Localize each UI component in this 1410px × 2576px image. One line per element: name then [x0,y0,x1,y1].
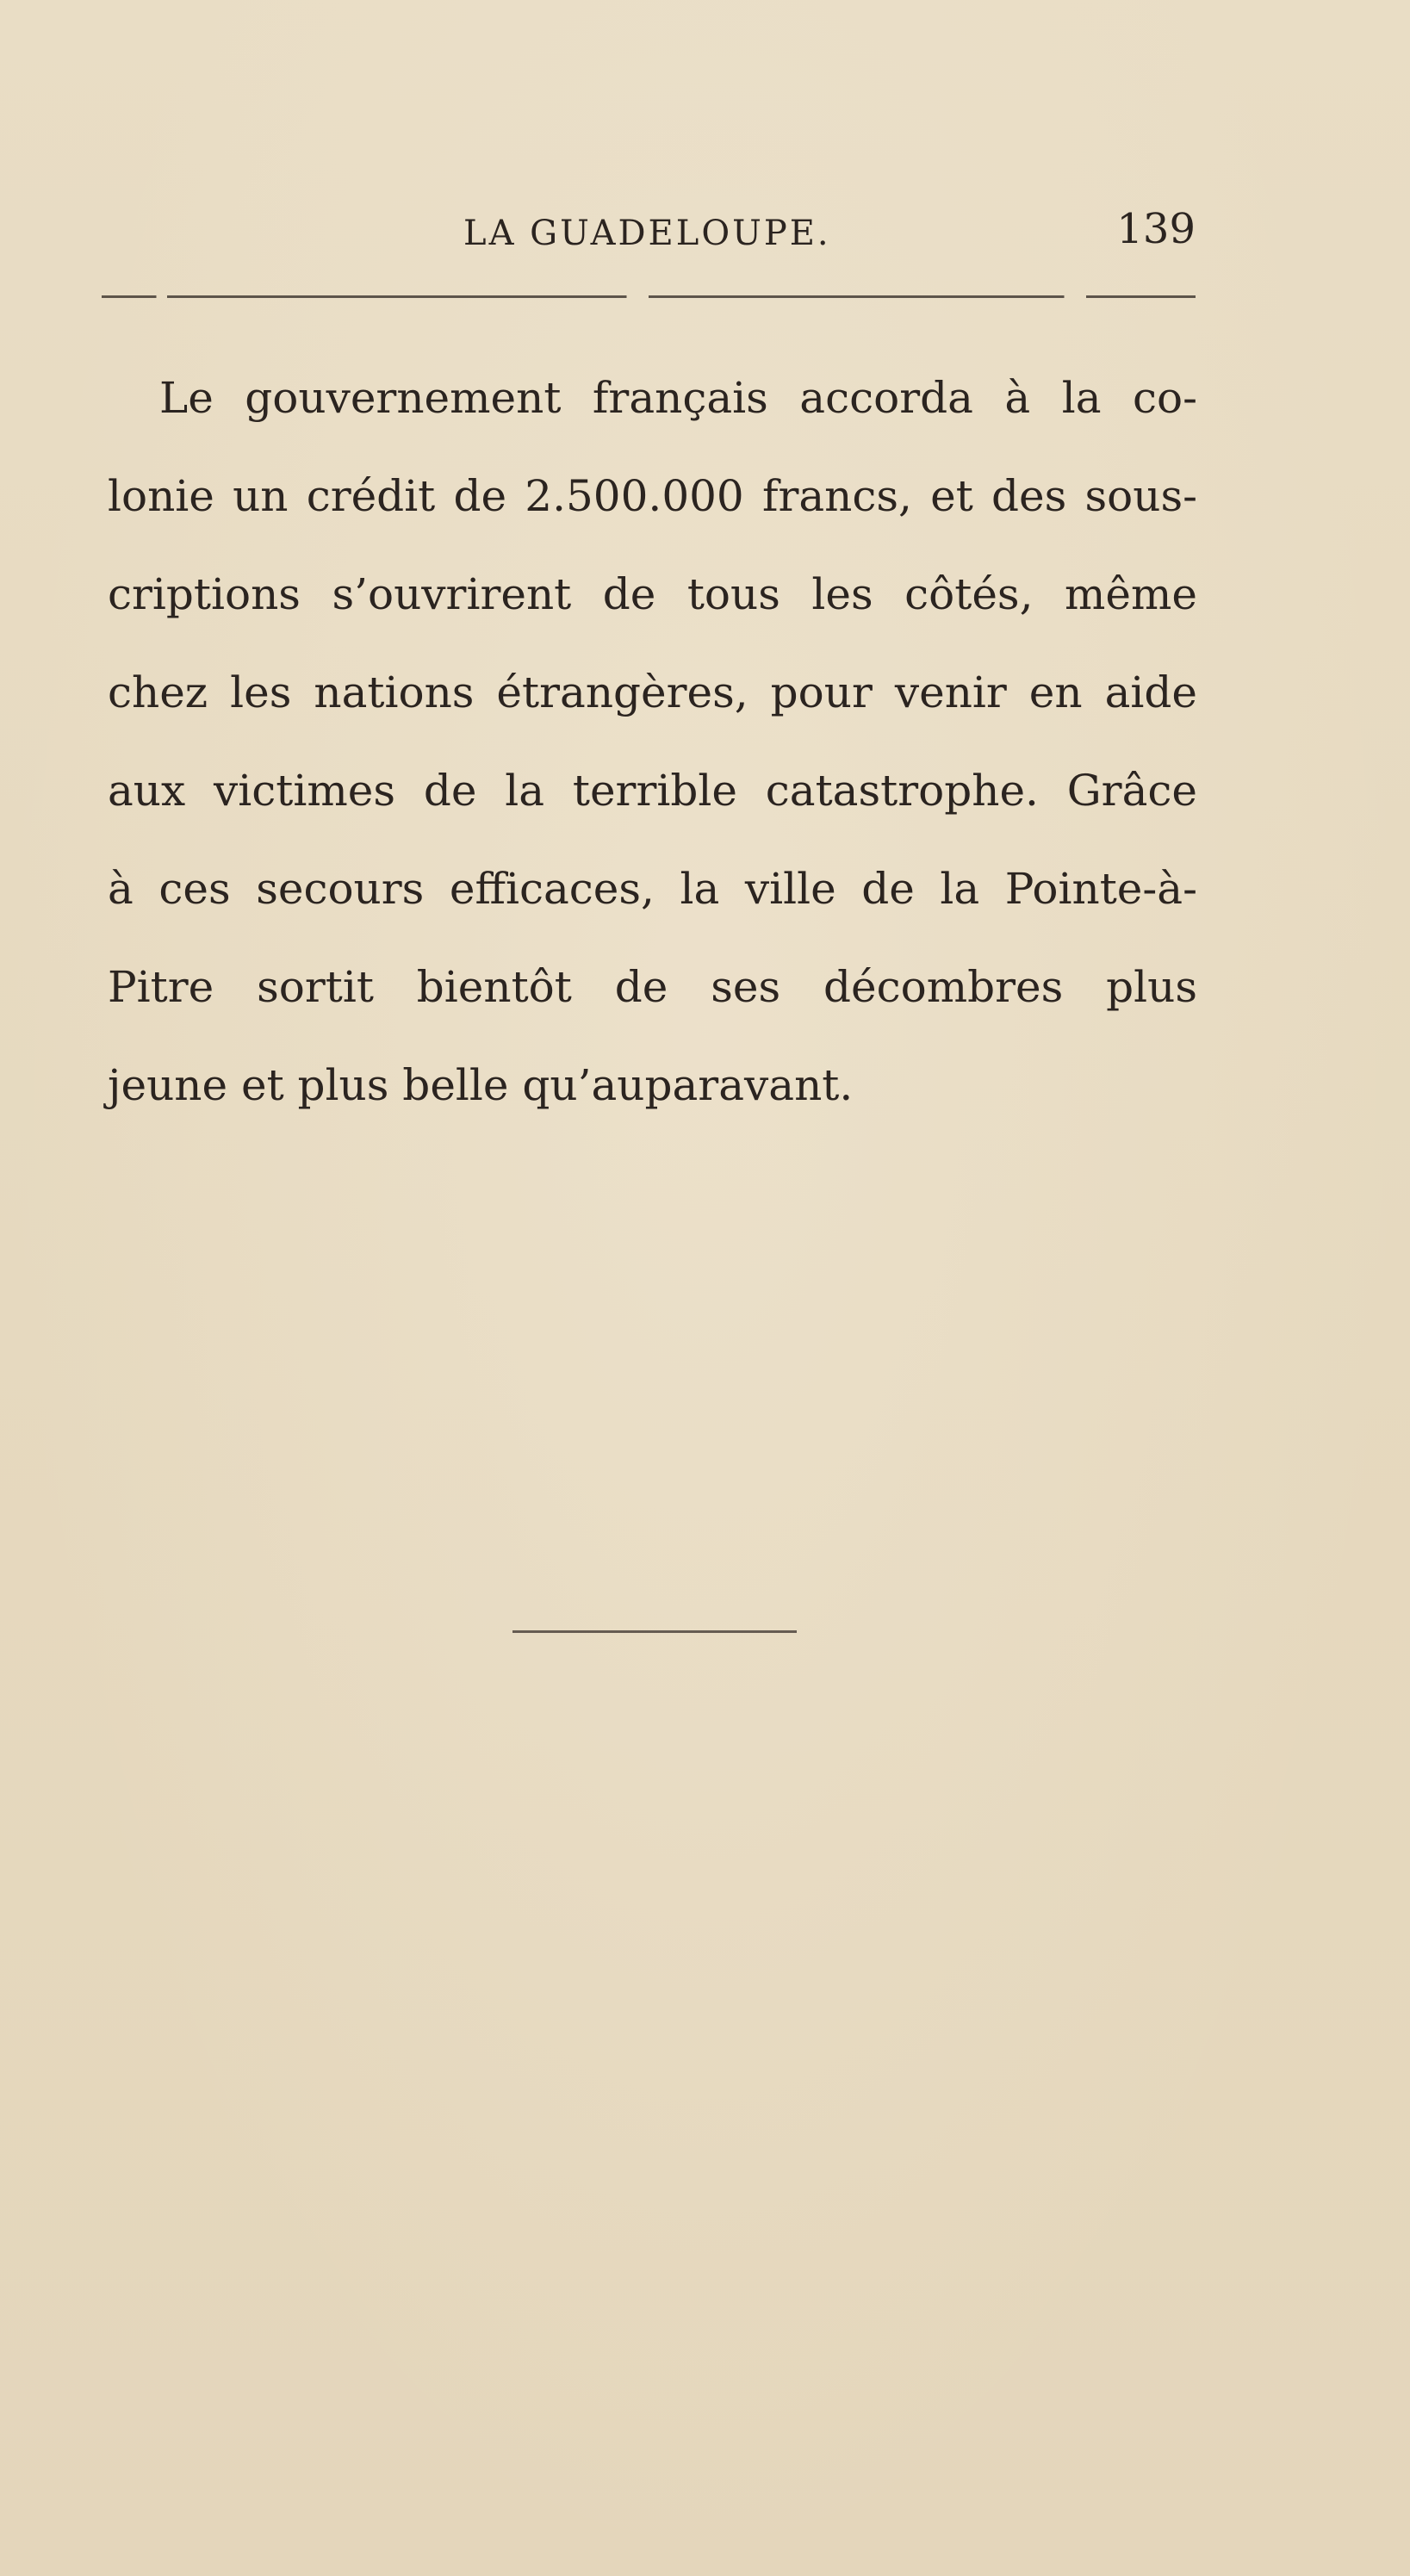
header-rule [102,295,1196,298]
text-line: aux victimes de la terrible catastrophe. Grâce [108,766,1197,816]
page-number: 139 [1116,205,1196,253]
running-head [102,198,1196,258]
text-line: criptions s’ouvrirent de tous les côtés, même [108,569,1197,619]
body-paragraph [108,349,1197,1134]
text-line: lonie un crédit de 2.500.000 francs, et des sous- [108,471,1197,521]
text-line: chez les nations étrangères, pour venir en aide [108,667,1197,717]
text-line: Pitre sortit bientôt de ses décombres plus [108,962,1197,1012]
text-line: Le gouvernement français accorda à la co- [159,373,1197,423]
text-line: à ces secours efficaces, la ville de la Pointe-à- [108,864,1197,914]
end-of-section-rule [512,1630,797,1633]
running-title: LA GUADELOUPE. [463,214,831,253]
text-line: jeune et plus belle qu’auparavant. [108,1060,854,1110]
